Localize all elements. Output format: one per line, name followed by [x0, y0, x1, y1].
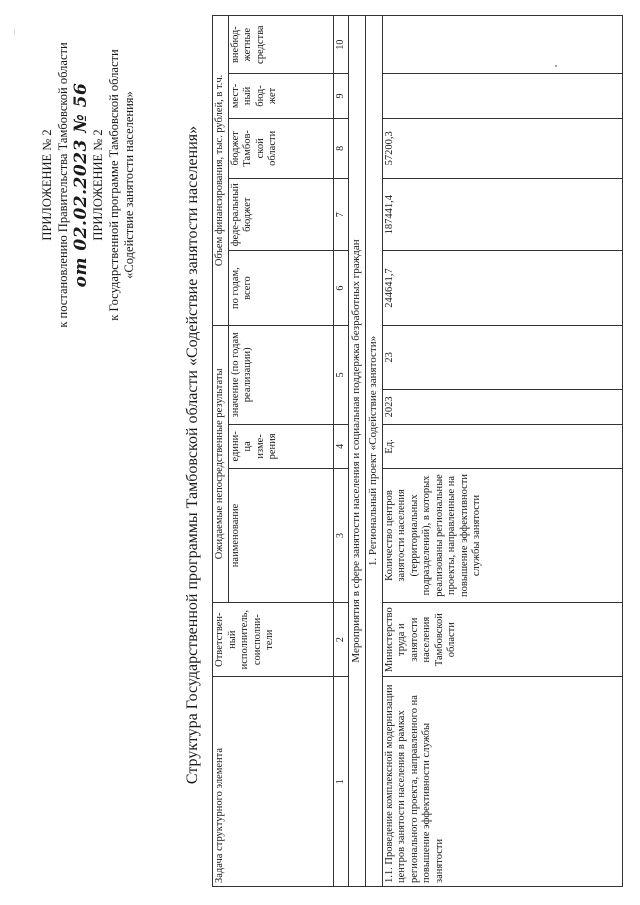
column-number: 10: [333, 16, 348, 74]
column-number: 5: [333, 325, 348, 424]
result-name-cell: Количество центров занятости населения (территориальных подразделений), в которых реализованы региональные проекты, направленные на повышение эффективности службы занятости: [382, 469, 622, 603]
scan-speck: [555, 65, 557, 67]
header-row-1: [213, 16, 229, 887]
header-expected-results: Ожидаемые непосредственные результаты: [213, 325, 229, 602]
header-local: мест-ный бюд-жет: [228, 74, 333, 118]
appendix-line-1: ПРИЛОЖЕНИЕ № 2: [40, 129, 54, 241]
column-number-row: [333, 16, 348, 887]
unit-cell: Ед.: [382, 424, 622, 468]
appendix-line-2: к постановлению Правительства Тамбовской области: [55, 42, 70, 328]
total-cell: 244641,7: [382, 251, 622, 326]
header-name: наименование: [228, 469, 333, 603]
subsection-title: 1. Региональный проект «Содействие занятости»: [365, 16, 382, 887]
header-value: значение (по годам реализации): [228, 325, 333, 424]
document-title: Структура Государственной программы Тамбовской области «Содействие занятости населения»: [184, 125, 201, 785]
column-number: 1: [333, 677, 348, 887]
column-number: 7: [333, 179, 348, 251]
column-number: 3: [333, 469, 348, 603]
section-row: [348, 16, 365, 887]
section-title: Мероприятия в сфере занятости населения и социальная поддержка безработных граждан: [348, 16, 365, 887]
header-total: по годам, всего: [228, 251, 333, 326]
column-number: 6: [333, 251, 348, 326]
header-task: Задача структурного элемента: [213, 677, 334, 887]
header-offbudget: внебюд-жетные средства: [228, 16, 333, 74]
column-number: 8: [333, 118, 348, 179]
task-cell: 1.1. Проведение комплексной модернизации центров занятости населения в рамках регионального проекта, направленного на повышение эффективности службы занятости: [382, 677, 622, 887]
header-executor: Ответствен-ный исполнитель, соисполни-тели: [213, 602, 334, 677]
executor-cell: Министерство труда и занятости населения Тамбовской области: [382, 602, 622, 677]
appendix-line-6: «Содействие занятости населения»: [122, 91, 136, 279]
local-cell: [382, 74, 622, 118]
federal-cell: 187441,4: [382, 179, 622, 251]
offbudget-cell: [382, 16, 622, 74]
subsection-row: [365, 16, 382, 887]
header-funding: Объем финансирования, тыс. рублей, в т.ч.: [213, 16, 229, 326]
appendix-line-4: ПРИЛОЖЕНИЕ № 2: [91, 129, 105, 241]
header-regional: бюджет Тамбов-ской области: [228, 118, 333, 179]
handwritten-date-number: от 02.02.2023 № 56: [71, 82, 91, 288]
regional-cell: 57200,3: [382, 118, 622, 179]
column-number: 2: [333, 602, 348, 677]
corner-mark: ...: [8, 29, 17, 35]
program-structure-table: [212, 15, 623, 887]
year-cell: 2023: [382, 389, 622, 424]
column-number: 9: [333, 74, 348, 118]
appendix-header: [40, 25, 138, 345]
header-unit: едини-ца изме-рения: [228, 424, 333, 468]
table-row: [382, 16, 622, 887]
header-federal: феде-ральный бюджет: [228, 179, 333, 251]
column-number: 4: [333, 424, 348, 468]
appendix-line-5: к Государственной программе Тамбовской области: [106, 49, 121, 321]
value-cell: 23: [382, 325, 622, 389]
